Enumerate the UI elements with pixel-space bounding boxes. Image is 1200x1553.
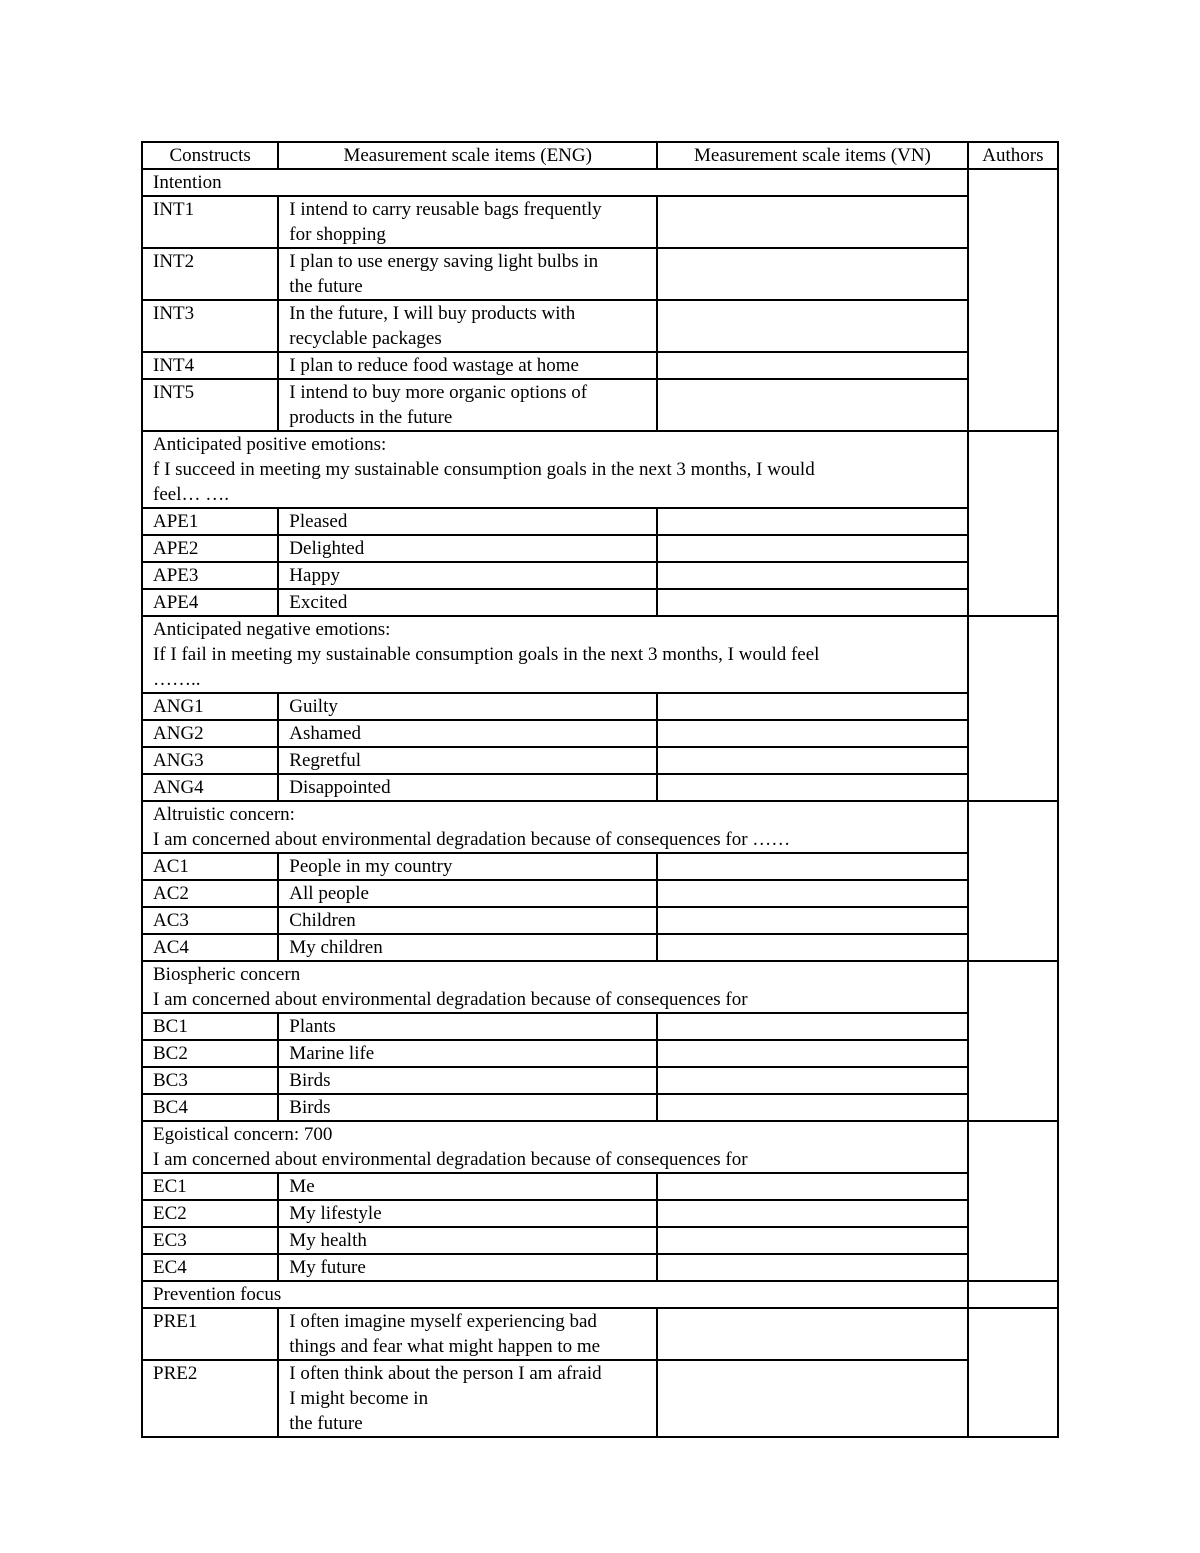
item-vn xyxy=(657,747,968,774)
item-code: ANG3 xyxy=(142,747,278,774)
item-vn xyxy=(657,1013,968,1040)
section-prompt: I am concerned about environmental degradation because of consequences for xyxy=(153,1149,748,1170)
item-code: PRE1 xyxy=(142,1308,278,1360)
item-vn xyxy=(657,1067,968,1094)
table-row xyxy=(142,1040,1058,1067)
table-row xyxy=(142,1308,1058,1360)
item-code: AC1 xyxy=(142,853,278,880)
item-vn xyxy=(657,1040,968,1067)
header-constructs: Constructs xyxy=(142,142,278,169)
item-eng: Happy xyxy=(278,562,657,589)
table-row xyxy=(142,1094,1058,1121)
authors-cell xyxy=(968,1308,1058,1437)
table-row xyxy=(142,300,1058,352)
table-row xyxy=(142,907,1058,934)
item-eng: Guilty xyxy=(278,693,657,720)
item-vn xyxy=(657,562,968,589)
item-code: PRE2 xyxy=(142,1360,278,1437)
item-eng: Birds xyxy=(278,1094,657,1121)
table-row xyxy=(142,196,1058,248)
section-row-ape xyxy=(142,431,1058,508)
authors-cell xyxy=(968,431,1058,616)
item-vn xyxy=(657,1173,968,1200)
item-code: AC4 xyxy=(142,934,278,961)
item-code: AC3 xyxy=(142,907,278,934)
section-row-ang xyxy=(142,616,1058,693)
item-vn xyxy=(657,693,968,720)
item-code: APE1 xyxy=(142,508,278,535)
section-header xyxy=(142,1121,968,1173)
item-vn xyxy=(657,1254,968,1281)
item-vn xyxy=(657,880,968,907)
authors-cell xyxy=(968,169,1058,431)
table-row xyxy=(142,352,1058,379)
item-eng: I often imagine myself experiencing bad things and fear what might happen to me xyxy=(278,1308,657,1360)
header-eng: Measurement scale items (ENG) xyxy=(278,142,657,169)
item-vn xyxy=(657,248,968,300)
item-vn xyxy=(657,196,968,248)
item-code: INT4 xyxy=(142,352,278,379)
item-eng: My future xyxy=(278,1254,657,1281)
item-eng: In the future, I will buy products with recyclable packages xyxy=(278,300,657,352)
measurement-scale-table xyxy=(141,141,1059,1438)
item-code: BC2 xyxy=(142,1040,278,1067)
section-row-ec xyxy=(142,1121,1058,1173)
item-vn xyxy=(657,352,968,379)
item-code: BC3 xyxy=(142,1067,278,1094)
section-title: Prevention focus xyxy=(142,1281,968,1308)
table-row xyxy=(142,1013,1058,1040)
section-title: Intention xyxy=(142,169,968,196)
item-code: INT2 xyxy=(142,248,278,300)
table-row xyxy=(142,1173,1058,1200)
item-eng: Children xyxy=(278,907,657,934)
item-eng: I plan to reduce food wastage at home xyxy=(278,352,657,379)
section-row-bc xyxy=(142,961,1058,1013)
table-row xyxy=(142,720,1058,747)
table-row xyxy=(142,562,1058,589)
item-eng: I often think about the person I am afraid I might become in the future xyxy=(278,1360,657,1437)
table-row xyxy=(142,1227,1058,1254)
item-vn xyxy=(657,1360,968,1437)
item-eng: Disappointed xyxy=(278,774,657,801)
table-row xyxy=(142,880,1058,907)
item-vn xyxy=(657,1200,968,1227)
section-header xyxy=(142,801,968,853)
table-row xyxy=(142,774,1058,801)
item-eng: I intend to buy more organic options of products in the future xyxy=(278,379,657,431)
item-code: AC2 xyxy=(142,880,278,907)
table-row xyxy=(142,1254,1058,1281)
item-eng: My children xyxy=(278,934,657,961)
section-header xyxy=(142,961,968,1013)
header-authors: Authors xyxy=(968,142,1058,169)
table-row xyxy=(142,248,1058,300)
item-code: ANG2 xyxy=(142,720,278,747)
item-code: INT5 xyxy=(142,379,278,431)
item-vn xyxy=(657,535,968,562)
item-eng: I plan to use energy saving light bulbs in the future xyxy=(278,248,657,300)
item-eng: Marine life xyxy=(278,1040,657,1067)
item-eng: Pleased xyxy=(278,508,657,535)
section-row-pre xyxy=(142,1281,1058,1308)
item-vn xyxy=(657,300,968,352)
section-prompt: I am concerned about environmental degradation because of consequences for …… xyxy=(153,829,791,850)
section-title: Biospheric concern xyxy=(153,964,301,985)
header-vn: Measurement scale items (VN) xyxy=(657,142,968,169)
item-code: ANG1 xyxy=(142,693,278,720)
item-eng: People in my country xyxy=(278,853,657,880)
item-eng: My health xyxy=(278,1227,657,1254)
section-row-intention xyxy=(142,169,1058,196)
item-eng: Me xyxy=(278,1173,657,1200)
item-code: INT3 xyxy=(142,300,278,352)
item-code: APE3 xyxy=(142,562,278,589)
table-row xyxy=(142,508,1058,535)
authors-cell xyxy=(968,1281,1058,1308)
item-code: EC2 xyxy=(142,1200,278,1227)
section-header xyxy=(142,616,968,693)
item-eng: I intend to carry reusable bags frequently for shopping xyxy=(278,196,657,248)
item-vn xyxy=(657,379,968,431)
table-row xyxy=(142,747,1058,774)
table-row xyxy=(142,693,1058,720)
authors-cell xyxy=(968,961,1058,1121)
section-title: Anticipated negative emotions: xyxy=(153,619,391,640)
item-code: ANG4 xyxy=(142,774,278,801)
item-vn xyxy=(657,1227,968,1254)
section-prompt: If I fail in meeting my sustainable consumption goals in the next 3 months, I would feel …….. xyxy=(153,644,820,690)
section-prompt: f I succeed in meeting my sustainable consumption goals in the next 3 months, I would feel… …. xyxy=(153,459,815,505)
item-eng: Regretful xyxy=(278,747,657,774)
item-eng: Birds xyxy=(278,1067,657,1094)
item-code: EC3 xyxy=(142,1227,278,1254)
authors-cell xyxy=(968,801,1058,961)
item-eng: All people xyxy=(278,880,657,907)
table-row xyxy=(142,1200,1058,1227)
item-eng: Excited xyxy=(278,589,657,616)
item-code: EC4 xyxy=(142,1254,278,1281)
item-code: BC1 xyxy=(142,1013,278,1040)
item-code: APE2 xyxy=(142,535,278,562)
section-prompt: I am concerned about environmental degradation because of consequences for xyxy=(153,989,748,1010)
table-row xyxy=(142,853,1058,880)
section-title: Altruistic concern: xyxy=(153,804,295,825)
table-row xyxy=(142,1360,1058,1437)
item-code: APE4 xyxy=(142,589,278,616)
item-vn xyxy=(657,1094,968,1121)
section-title: Egoistical concern: 700 xyxy=(153,1124,333,1145)
item-eng: Plants xyxy=(278,1013,657,1040)
section-title: Anticipated positive emotions: xyxy=(153,434,387,455)
item-vn xyxy=(657,589,968,616)
item-code: BC4 xyxy=(142,1094,278,1121)
section-row-ac xyxy=(142,801,1058,853)
item-code: EC1 xyxy=(142,1173,278,1200)
item-vn xyxy=(657,853,968,880)
header-row xyxy=(142,142,1058,169)
section-header xyxy=(142,431,968,508)
authors-cell xyxy=(968,1121,1058,1281)
table-row xyxy=(142,379,1058,431)
item-eng: My lifestyle xyxy=(278,1200,657,1227)
item-code: INT1 xyxy=(142,196,278,248)
item-vn xyxy=(657,508,968,535)
item-eng: Ashamed xyxy=(278,720,657,747)
item-vn xyxy=(657,720,968,747)
item-vn xyxy=(657,907,968,934)
item-vn xyxy=(657,934,968,961)
item-eng: Delighted xyxy=(278,535,657,562)
table-row xyxy=(142,1067,1058,1094)
table-row xyxy=(142,934,1058,961)
authors-cell xyxy=(968,616,1058,801)
item-vn xyxy=(657,1308,968,1360)
table-row xyxy=(142,589,1058,616)
item-vn xyxy=(657,774,968,801)
table-row xyxy=(142,535,1058,562)
